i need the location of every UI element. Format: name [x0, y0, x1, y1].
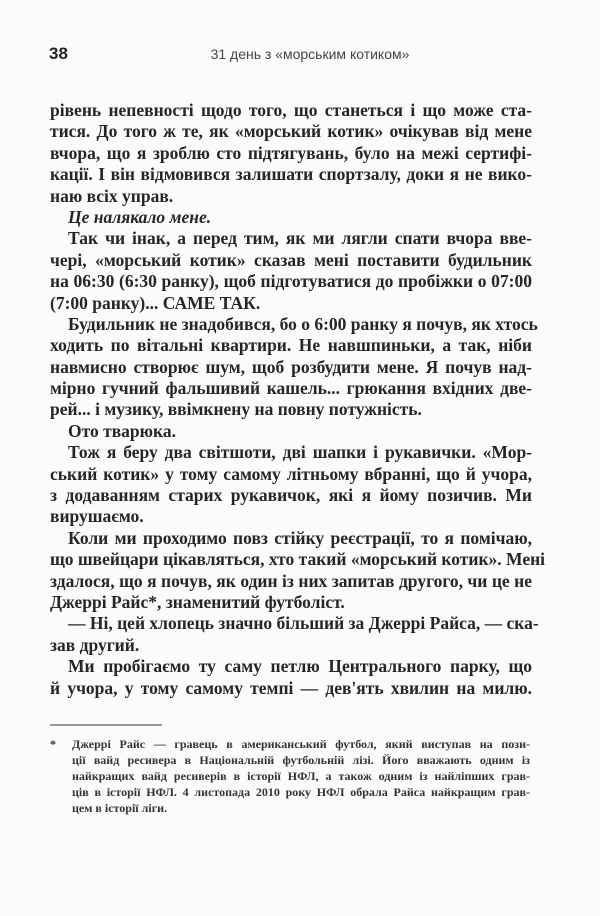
text-line: й учора, у тому самому темпі — дев'ять хвилин на милю. [50, 677, 532, 698]
footnote-line: ції вайд ресивера в Національній футбольній лізі. Його вважають одним із [72, 752, 530, 767]
footnote-line: Джеррі Райс — гравець в американський футбол, який виступав на пози- [72, 737, 530, 751]
page-number: 38 [49, 44, 68, 63]
text-line: на 06:30 (6:30 ранку), щоб підготуватися до пробіжки о 07:00 [50, 271, 532, 292]
footnote-text [72, 737, 530, 816]
text-line: Джеррі Райс*, знаменитий футболіст. [50, 591, 345, 612]
text-line: з додаванням старих рукавичок, які я йому позичив. Ми [50, 485, 532, 506]
text-line: вчора, що я зроблю сто підтягувань, було на межі сертифі- [50, 142, 532, 163]
text-line: — Ні, цей хлопець значно більший за Джеррі Райса, — ска- [68, 613, 539, 634]
running-title: 31 день з «морським котиком» [210, 46, 410, 62]
text-line: наю всіх управ. [50, 185, 174, 206]
text-line: що швейцари цікавляться, хто такий «морський котик». Мені [50, 549, 546, 570]
text-line: Ми пробігаємо ту саму петлю Центрального парку, що [68, 656, 532, 677]
footnote-marker: * [50, 737, 56, 751]
footnote [50, 737, 530, 816]
text-line: чері, «морський котик» сказав мені поставити будильник [50, 249, 532, 270]
text-line: вирушаємо. [50, 506, 144, 527]
text-line: кації. І він відмовився залишати спортзалу, доки я не вико- [50, 164, 532, 185]
text-line: тися. До того ж те, як «морський котик» очікував від мене [50, 121, 532, 142]
text-line: навмисно створює шум, щоб розбудити мене. Я почув над- [50, 356, 532, 377]
text-line: Так чи інак, а перед тим, як ми лягли спати вчора вве- [68, 228, 532, 249]
text-line: Будильник не знадобився, бо о 6:00 ранку я почув, як хтось [68, 313, 538, 334]
italic-line: Це налякало мене. [68, 206, 212, 227]
text-line: ходить по вітальні квартири. Не навшпиньки, а так, ніби [50, 335, 532, 356]
text-line: Тож я беру два світшоти, дві шапки і рукавички. «Мор- [68, 442, 532, 463]
text-line: мірно гучний фальшивий кашель... грюкання вхідних две- [50, 378, 532, 399]
body-text [50, 100, 546, 699]
footnote-line: найкращих вайд ресиверів в історії НФЛ, а також одним із найліпших грав- [72, 768, 530, 783]
text-line: здалося, що я почув, як один із них запитав другого, чи це не [50, 570, 532, 591]
text-line: ський котик» у тому самому літньому вбранні, що й учора, [50, 463, 532, 484]
text-line: зав другий. [50, 634, 140, 655]
text-line: рівень непевності щодо того, що станеться і що може ста- [50, 100, 532, 120]
footnote-line: ців в історії НФЛ. 4 листопада 2010 року НФЛ обрала Райса найкращим грав- [72, 784, 530, 799]
text-line: (7:00 ранку)... САМЕ ТАК. [50, 292, 261, 313]
text-line: Ото тварюка. [68, 420, 176, 441]
footnote-divider [50, 724, 162, 726]
text-line: рей... і музику, ввімкнену на повну потужність. [50, 399, 422, 420]
footnote-line: цем в історії ліги. [72, 800, 168, 815]
text-line: Коли ми проходимо повз стійку реєстрації, то я помічаю, [68, 527, 532, 548]
